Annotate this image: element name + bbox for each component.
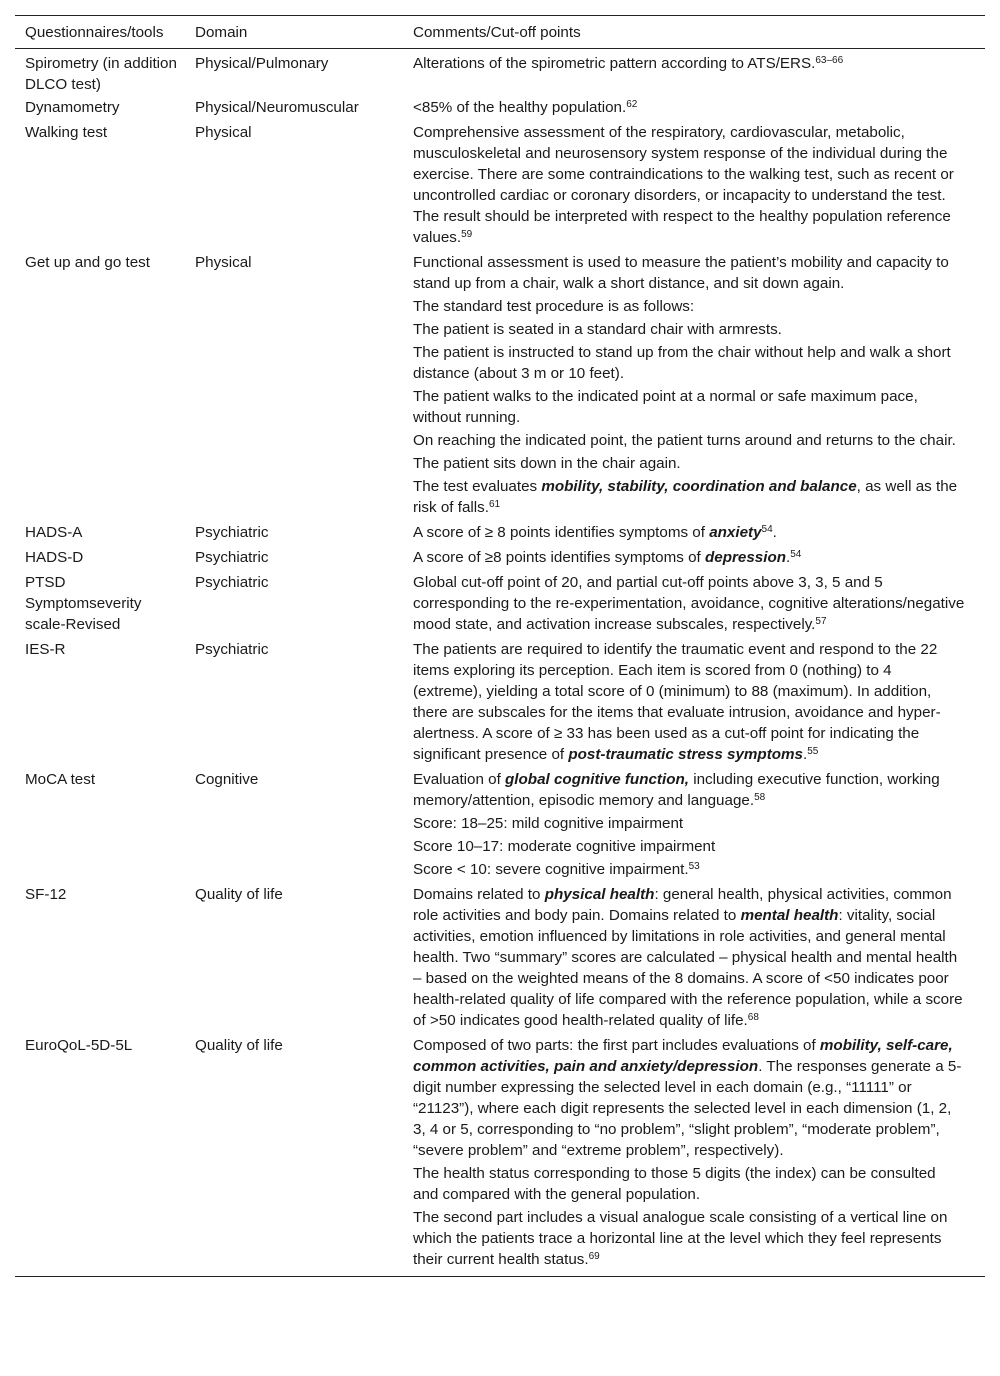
comment-text: Composed of two parts: the first part includes evaluations of	[413, 1037, 820, 1054]
tool-name: PTSD Symptomseverity scale-Revised	[25, 574, 142, 633]
domain-cell: Psychiatric	[195, 574, 269, 591]
emphasis-text: anxiety	[709, 524, 762, 541]
domain-cell: Quality of life	[185, 1033, 403, 1277]
comment-text: Score: 18–25: mild cognitive impairment	[413, 815, 684, 832]
table-row	[15, 882, 985, 1033]
comment-text: : general health, physical activities, common role activities and body pain. Domains related to	[413, 886, 952, 924]
tool-name: Walking test	[25, 124, 108, 141]
table-header	[15, 16, 985, 49]
reference-superscript: 54	[761, 524, 773, 535]
comment-text: Evaluation of	[413, 771, 506, 788]
assessment-tools-table	[15, 15, 985, 1277]
reference-superscript: 61	[488, 499, 501, 510]
tool-name: HADS-A	[25, 524, 83, 541]
comment-paragraph	[413, 572, 965, 635]
comment-paragraph	[413, 386, 965, 428]
comments-cell	[403, 95, 985, 120]
table-row	[15, 767, 985, 882]
emphasis-text: depression	[704, 549, 786, 566]
comment-text: Score < 10: severe cognitive impairment.	[413, 861, 689, 878]
comments-cell	[403, 570, 985, 637]
comment-paragraph	[413, 836, 965, 857]
tool-name: HADS-D	[25, 549, 84, 566]
comment-text: Comprehensive assessment of the respiratory, cardiovascular, metabolic, musculoskeletal and neurosensory system response of the individual during the exercise. There are some contraindications to the walking test, such as recent or uncontrolled cardiac or coronary disorders, or incapacity to understand the test. The result should be interpreted with respect to the healthy population reference values.	[413, 124, 954, 246]
comment-paragraph	[413, 547, 965, 568]
comments-cell	[403, 520, 985, 545]
comment-paragraph	[413, 476, 965, 518]
reference-superscript: 63–66	[815, 55, 844, 66]
comments-cell	[403, 767, 985, 882]
comment-text: , as well as the risk of falls.	[413, 478, 958, 516]
comments-cell	[403, 882, 985, 1033]
comment-paragraph	[413, 53, 965, 74]
table-row	[15, 250, 985, 520]
comment-paragraph	[413, 97, 965, 118]
comment-text: : vitality, social activities, emotion influenced by limitations in role activities, and general mental health. Two “summary” scores are calculated – physical health and mental health – based on the weighted means of the 8 domains. A score of <50 indicates poor health-related quality of life compared with the reference population, while a score of >50 indicates good health-related quality of life.	[413, 907, 963, 1029]
comment-text: Domains related to	[413, 886, 545, 903]
comment-text: Score 10–17: moderate cognitive impairment	[413, 838, 716, 855]
comment-text: A score of ≥8 points identifies symptoms of	[413, 549, 705, 566]
reference-superscript: 62	[626, 99, 638, 110]
comment-text: The test evaluates	[413, 478, 542, 495]
table-body	[15, 49, 985, 1277]
reference-superscript: 59	[461, 229, 473, 240]
comment-text: On reaching the indicated point, the patient turns around and returns to the chair.	[413, 432, 956, 449]
comment-paragraph	[413, 296, 965, 317]
comment-text: A score of ≥ 8 points identifies symptoms of	[413, 524, 710, 541]
comments-cell	[403, 545, 985, 570]
domain-cell: Physical	[195, 254, 252, 271]
comment-text: . The responses generate a 5-digit number expressing the selected level in each domain (e.g., “11111” or “21123”), where each digit represents the selected level in each dimension (1, 2, 3, 4 or 5, corresponding to “no problem”, “slight problem”, “moderate problem”, “severe problem” and “extreme problem”, respectively).	[413, 1058, 962, 1159]
comment-text: The patient sits down in the chair again.	[413, 455, 681, 472]
tool-name: Spirometry (in addition DLCO test)	[25, 55, 177, 93]
comment-paragraph	[413, 639, 965, 765]
tool-name: SF-12	[25, 886, 67, 903]
comment-text: including executive function, working memory/attention, episodic memory and language.	[413, 771, 940, 809]
comments-cell	[403, 1033, 985, 1277]
comment-paragraph	[413, 1163, 965, 1205]
tool-name: MoCA test	[25, 771, 96, 788]
comment-paragraph	[413, 453, 965, 474]
comment-text: <85% of the healthy population.	[413, 99, 627, 116]
domain-cell: Quality of life	[195, 886, 283, 903]
table-row	[15, 570, 985, 637]
comment-paragraph	[413, 1035, 965, 1161]
domain-cell: Psychiatric	[195, 641, 269, 658]
comment-paragraph	[413, 522, 965, 543]
comment-text: The patient is seated in a standard chair with armrests.	[413, 321, 782, 338]
table-row	[15, 545, 985, 570]
table-row	[15, 95, 985, 120]
reference-superscript: 54	[790, 549, 802, 560]
comment-paragraph	[413, 769, 965, 811]
domain-cell: Psychiatric	[195, 549, 269, 566]
tool-name: IES-R	[25, 641, 66, 658]
domain-cell: Physical/Neuromuscular	[195, 99, 359, 116]
reference-superscript: 68	[747, 1012, 759, 1023]
comment-paragraph	[413, 1207, 965, 1270]
reference-superscript: 53	[688, 861, 700, 872]
comment-text: .	[802, 746, 808, 763]
comment-paragraph	[413, 252, 965, 294]
comment-text: The patient walks to the indicated point at a normal or safe maximum pace, without running.	[413, 388, 918, 426]
comment-text: Alterations of the spirometric pattern according to ATS/ERS.	[413, 55, 816, 72]
emphasis-text: mental health	[740, 907, 839, 924]
comments-cell	[403, 49, 985, 96]
domain-cell: Physical/Pulmonary	[195, 55, 329, 72]
comment-text: Functional assessment is used to measure the patient’s mobility and capacity to stand up from a chair, walk a short distance, and sit down again.	[413, 254, 949, 292]
reference-superscript: 57	[815, 616, 827, 627]
domain-cell: Physical	[195, 124, 252, 141]
comments-cell	[403, 637, 985, 767]
emphasis-text: mobility, self-care, common activities, pain and anxiety/depression	[413, 1037, 953, 1075]
tool-name: Get up and go test	[25, 254, 150, 271]
comment-paragraph	[413, 122, 965, 248]
domain-cell: Psychiatric	[195, 524, 269, 541]
header-domain: Domain	[185, 16, 403, 49]
table-row	[15, 637, 985, 767]
comment-text: The second part includes a visual analogue scale consisting of a vertical line on which the patients trace a horizontal line at the level which they feel represents their current health status.	[413, 1209, 948, 1268]
comment-paragraph	[413, 342, 965, 384]
tool-name: EuroQoL-5D-5L	[15, 1033, 185, 1277]
table-container	[15, 15, 985, 1277]
emphasis-text: global cognitive function,	[505, 771, 689, 788]
comment-text: The patients are required to identify the traumatic event and respond to the 22 items exploring its perception. Each item is scored from 0 (nothing) to 4 (extreme), yielding a total score of 0 (minimum) to 88 (maximum). In addition, there are subscales for the items that evaluate intrusion, avoidance and hyper-alertness. A score of ≥ 33 has been used as a cut-off point for indicating the significant presence of	[413, 641, 941, 763]
comment-paragraph	[413, 859, 965, 880]
comment-text: Global cut-off point of 20, and partial cut-off points above 3, 3, 5 and 5 corresponding to the re-experimentation, avoidance, cognitive alterations/negative mood state, and activation increase subscales, respectively.	[413, 574, 965, 633]
tool-name: Dynamometry	[25, 99, 120, 116]
reference-superscript: 58	[754, 792, 766, 803]
comment-text: .	[786, 549, 791, 566]
emphasis-text: mobility, stability, coordination and balance	[541, 478, 857, 495]
reference-superscript: 55	[807, 746, 819, 757]
table-row	[15, 1033, 985, 1277]
comment-paragraph	[413, 319, 965, 340]
table-row	[15, 49, 985, 96]
emphasis-text: physical health	[544, 886, 655, 903]
header-row	[15, 16, 985, 49]
reference-superscript: 69	[588, 1251, 600, 1262]
comment-text: .	[772, 524, 777, 541]
comment-paragraph	[413, 884, 965, 1031]
domain-cell: Cognitive	[195, 771, 259, 788]
comment-paragraph	[413, 430, 965, 451]
comment-text: The health status corresponding to those 5 digits (the index) can be consulted and compared with the general population.	[413, 1165, 936, 1203]
comment-paragraph	[413, 813, 965, 834]
header-tools: Questionnaires/tools	[15, 16, 185, 49]
comment-text: The patient is instructed to stand up from the chair without help and walk a short distance (about 3 m or 10 feet).	[413, 344, 951, 382]
header-comments: Comments/Cut-off points	[403, 16, 985, 49]
table-row	[15, 520, 985, 545]
comments-cell	[403, 120, 985, 250]
table-row	[15, 120, 985, 250]
comments-cell	[403, 250, 985, 520]
comment-text: The standard test procedure is as follows:	[413, 298, 695, 315]
emphasis-text: post-traumatic stress symptoms	[568, 746, 803, 763]
